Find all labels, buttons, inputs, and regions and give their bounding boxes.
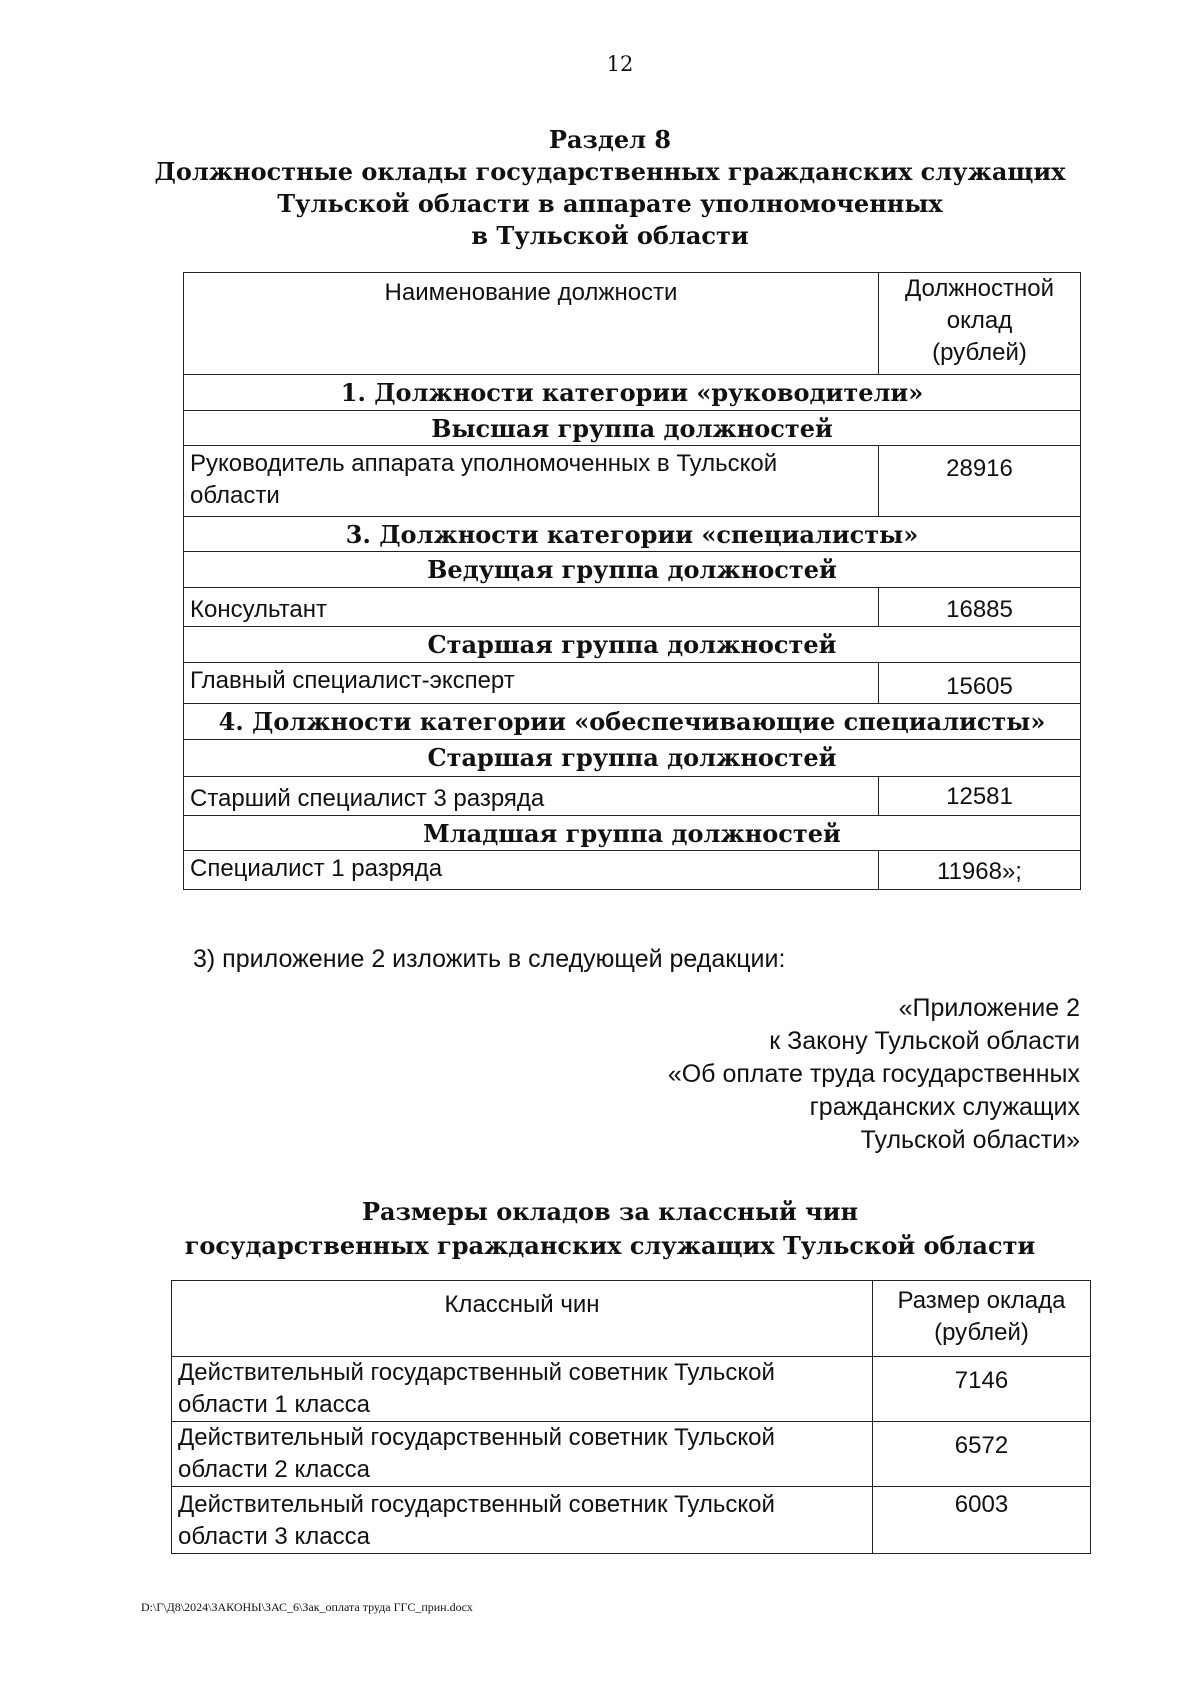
group-row xyxy=(184,740,1081,777)
table-row xyxy=(184,777,1081,816)
class-heading-line: государственных гражданских служащих Тульской области xyxy=(184,1231,1036,1260)
header-salary-line: Должностной xyxy=(904,275,1054,302)
table-row xyxy=(172,1422,1091,1487)
group-row xyxy=(184,627,1081,663)
class-rank-salary: 6572 xyxy=(873,1422,1091,1487)
header-rank xyxy=(172,1281,873,1357)
class-rank-salary: 6003 xyxy=(873,1487,1091,1554)
appendix-header-line: к Закону Тульской области xyxy=(769,1027,1080,1055)
table-row xyxy=(172,1487,1091,1554)
header-class-salary xyxy=(873,1281,1091,1357)
header-salary xyxy=(879,273,1081,375)
category-label: 1. Должности категории «руководители» xyxy=(184,375,1081,411)
group-label: Старшая группа должностей xyxy=(184,740,1081,777)
group-label: Высшая группа должностей xyxy=(184,411,1081,446)
page-number: 12 xyxy=(606,52,634,76)
section-heading xyxy=(150,124,1070,252)
group-row xyxy=(184,552,1081,588)
group-label: Младшая группа должностей xyxy=(184,816,1081,851)
table-row xyxy=(184,663,1081,704)
table-row xyxy=(184,446,1081,517)
header-position-name xyxy=(184,273,879,375)
appendix-header xyxy=(460,992,1080,1157)
section-heading-line: Должностные оклады государственных гражданских служащих xyxy=(154,157,1066,186)
class-heading-line: Размеры окладов за классный чин xyxy=(361,1197,859,1226)
position-salary: 28916 xyxy=(879,446,1081,517)
appendix-header-line: «Об оплате труда государственных xyxy=(667,1060,1080,1088)
group-row xyxy=(184,411,1081,446)
header-rank-label: Классный чин xyxy=(444,1291,600,1318)
position-salary: 16885 xyxy=(879,588,1081,627)
header-position-label: Наименование должности xyxy=(384,279,678,306)
section-title: Раздел 8 xyxy=(548,125,672,154)
category-label: 3. Должности категории «специалисты» xyxy=(184,517,1081,552)
table-header-row xyxy=(172,1281,1091,1357)
position-salary-table xyxy=(183,272,1081,890)
group-label: Старшая группа должностей xyxy=(184,627,1081,663)
position-name: Консультант xyxy=(184,588,879,627)
category-row xyxy=(184,704,1081,740)
table-row xyxy=(184,588,1081,627)
class-rank-salary: 7146 xyxy=(873,1357,1091,1422)
category-row xyxy=(184,375,1081,411)
header-salary-line: (рублей) xyxy=(932,339,1027,366)
table-header-row xyxy=(184,273,1081,375)
position-salary: 12581 xyxy=(879,777,1081,816)
section-heading-line: в Тульской области xyxy=(471,221,749,250)
category-row xyxy=(184,517,1081,552)
position-salary: 15605 xyxy=(879,663,1081,704)
position-salary: 11968»; xyxy=(879,851,1081,890)
position-name: Старший специалист 3 разряда xyxy=(184,777,879,816)
header-salary-line: оклад xyxy=(946,307,1013,334)
group-label: Ведущая группа должностей xyxy=(184,552,1081,588)
section-heading-line: Тульской области в аппарате уполномоченных xyxy=(277,189,943,218)
appendix-header-line: гражданских служащих xyxy=(809,1093,1080,1121)
category-label: 4. Должности категории «обеспечивающие специалисты» xyxy=(184,704,1081,740)
table-row xyxy=(172,1357,1091,1422)
table-row xyxy=(184,851,1081,890)
header-class-salary-line: Размер оклада xyxy=(897,1287,1066,1314)
appendix-header-line: Тульской области» xyxy=(860,1126,1080,1154)
class-rank-name: Действительный государственный советник Тульской области 1 класса xyxy=(172,1357,873,1422)
group-row xyxy=(184,816,1081,851)
class-rank-table xyxy=(171,1280,1091,1554)
appendix-header-line: «Приложение 2 xyxy=(898,994,1080,1022)
amendment-text: 3) приложение 2 изложить в следующей редакции: xyxy=(193,945,786,973)
position-name: Главный специалист-эксперт xyxy=(184,663,879,704)
position-name: Руководитель аппарата уполномоченных в Тульской области xyxy=(184,446,879,517)
footer-file-path: D:\Г\Д8\2024\ЗАКОНЫ\ЗАС_6\Зак_оплата труда ГГС_прин.docx xyxy=(141,1600,473,1614)
header-class-salary-line: (рублей) xyxy=(934,1319,1029,1346)
class-section-heading xyxy=(150,1195,1070,1263)
class-rank-name: Действительный государственный советник Тульской области 3 класса xyxy=(172,1487,873,1554)
position-name: Специалист 1 разряда xyxy=(184,851,879,890)
class-rank-name: Действительный государственный советник Тульской области 2 класса xyxy=(172,1422,873,1487)
